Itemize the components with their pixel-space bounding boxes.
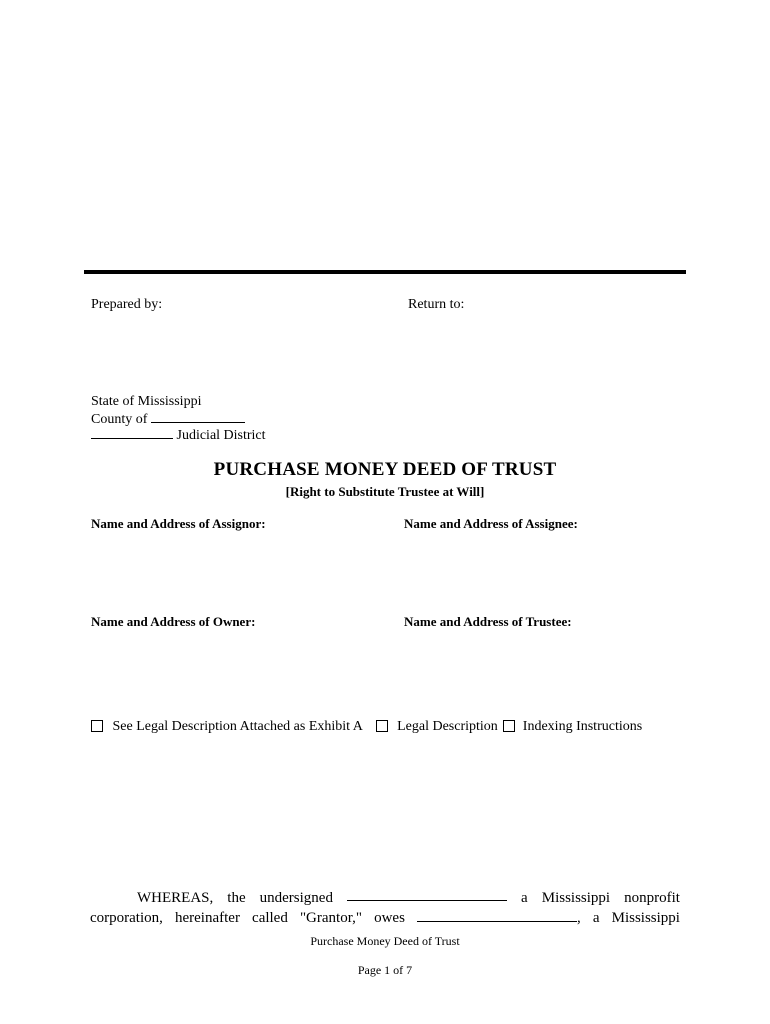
document-title: PURCHASE MONEY DEED OF TRUST	[213, 459, 557, 480]
lender-name-blank[interactable]	[417, 909, 577, 922]
assignor-label: Name and Address of Assignor:	[91, 516, 266, 531]
owner-label: Name and Address of Owner:	[91, 614, 256, 629]
indexing-instructions-label: Indexing Instructions	[522, 719, 643, 734]
assignee-label: Name and Address of Assignee:	[404, 516, 578, 531]
word: the	[227, 890, 246, 906]
header-rule	[84, 270, 686, 274]
document-subtitle: [Right to Substitute Trustee at Will]	[285, 484, 485, 499]
word: Mississippi	[541, 890, 611, 906]
word: WHEREAS,	[137, 890, 214, 906]
word: hereinafter	[174, 910, 240, 926]
indexing-instructions-checkbox[interactable]	[503, 720, 515, 732]
exhibit-a-checkbox[interactable]	[91, 720, 103, 732]
word: corporation,	[90, 910, 163, 926]
grantor-name-blank[interactable]	[347, 888, 507, 901]
district-line	[91, 426, 266, 444]
legal-description-label: Legal Description	[397, 719, 498, 734]
footer-doc-name: Purchase Money Deed of Trust	[310, 934, 460, 948]
paragraph-line-2	[90, 908, 680, 928]
county-blank[interactable]	[151, 410, 245, 423]
word: Mississippi	[611, 910, 680, 926]
legal-description-checkbox[interactable]	[376, 720, 388, 732]
paragraph-line-1	[90, 888, 680, 908]
prepared-by-label: Prepared by:	[91, 297, 163, 312]
district-blank[interactable]	[91, 426, 173, 439]
word: ,	[577, 910, 581, 926]
district-label: Judicial District	[176, 428, 266, 443]
word: owes	[374, 910, 405, 926]
word: a	[521, 890, 528, 906]
word: "Grantor,"	[299, 910, 362, 926]
exhibit-a-label: See Legal Description Attached as Exhibit A	[112, 719, 363, 734]
word: undersigned	[259, 890, 333, 906]
state-label: State of Mississippi	[91, 394, 202, 409]
word: a	[592, 910, 600, 926]
county-label: County of	[91, 412, 148, 427]
trustee-label: Name and Address of Trustee:	[404, 614, 572, 629]
whereas-paragraph	[90, 888, 680, 928]
word: nonprofit	[624, 890, 680, 906]
checkbox-row	[91, 719, 642, 735]
return-to-label: Return to:	[408, 297, 465, 312]
word: called	[252, 910, 288, 926]
footer-page-number: Page 1 of 7	[357, 963, 413, 977]
